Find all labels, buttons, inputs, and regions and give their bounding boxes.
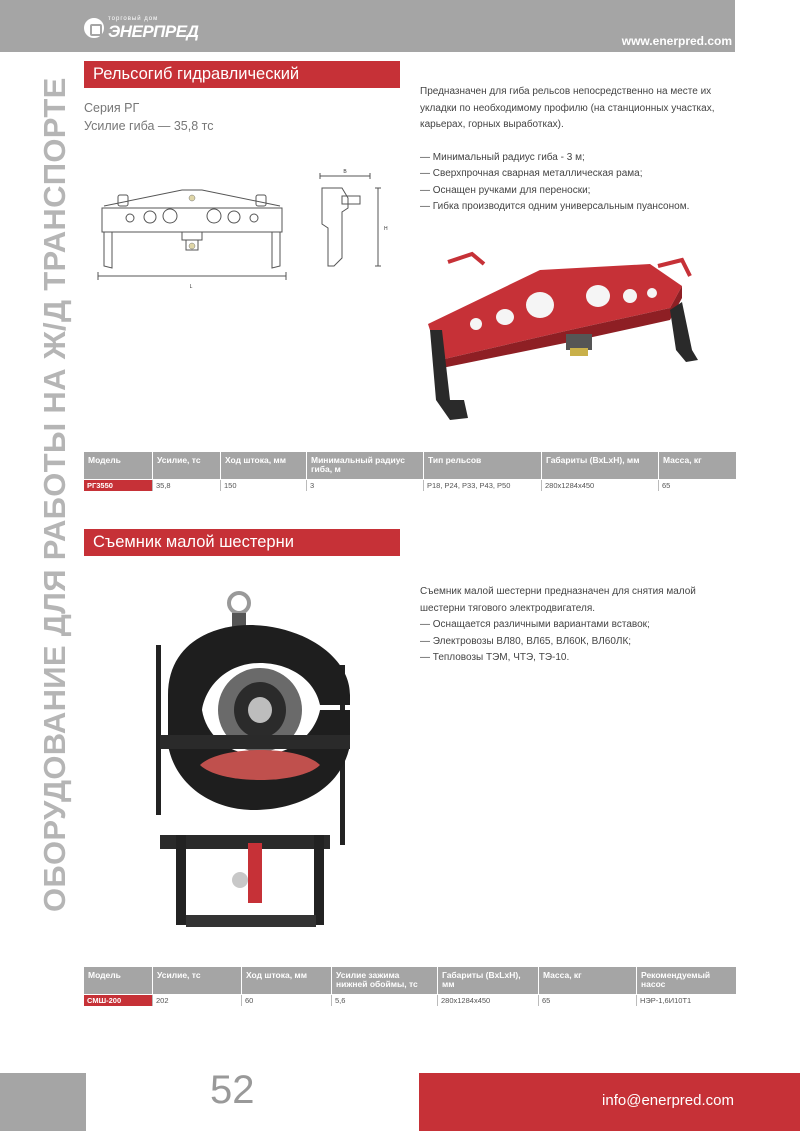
col-header: Рекомендуемый насос: [636, 967, 736, 994]
website-link[interactable]: www.enerpred.com: [621, 34, 732, 48]
col-header: Модель: [88, 455, 121, 465]
footer-left-block: [0, 1073, 86, 1131]
section-side-title: ОБОРУДОВАНИЕ ДЛЯ РАБОТЫ НА Ж/Д ТРАНСПОРТЕ: [37, 77, 72, 912]
desc-line: — Гибка производится одним универсальным пуансоном.: [420, 201, 690, 212]
logo-tagline: торговый дом: [108, 16, 159, 22]
desc-line: Съемник малой шестерни предназначен для снятия малой шестерни тягового электродвигателя.: [420, 586, 696, 614]
col-header: Масса, кг: [538, 967, 636, 994]
table-cell: 65: [538, 995, 636, 1006]
drawing-width-label: B: [343, 169, 347, 175]
rail-bender-drawing: [92, 168, 392, 288]
product1-table-row: [84, 480, 736, 491]
drawing-length-label: L: [189, 284, 193, 288]
product1-series: Серия РГ: [84, 101, 140, 115]
col-header: Минимальный радиус гиба, м: [306, 452, 423, 479]
desc-line: — Оснащен ручками для переноски;: [420, 184, 591, 196]
enerpred-logo[interactable]: [84, 16, 204, 44]
col-header: Ход штока, мм: [241, 967, 331, 994]
product1-force: Усилие гиба — 35,8 тс: [84, 119, 214, 133]
table-cell: 280x1284x450: [541, 480, 658, 491]
col-header: Усилие, тс: [152, 452, 220, 479]
product1-description: [420, 84, 730, 216]
desc-line: Предназначен для гиба рельсов непосредственно на месте их укладки по необходимому профилю (на станционных участках, карьерах, горных выработках).: [420, 86, 715, 130]
logo-emblem-icon: [84, 18, 104, 38]
desc-spacer: [420, 134, 730, 150]
table-cell: 5,6: [331, 995, 437, 1006]
col-header: Габариты (BxLxH), мм: [541, 452, 658, 479]
cell-model: СМШ-200: [84, 995, 152, 1006]
product2-table-row: [84, 995, 736, 1006]
desc-line: — Сверхпрочная сварная металлическая рама;: [420, 168, 643, 179]
col-header: Модель: [88, 970, 121, 980]
col-header: Ход штока, мм: [220, 452, 306, 479]
cell-model: РГ3550: [84, 480, 152, 491]
table-cell: 65: [658, 480, 736, 491]
table-cell: НЭР-1,6И10Т1: [636, 995, 736, 1006]
page-number: 52: [210, 1068, 255, 1112]
product1-table-header: [84, 452, 736, 479]
desc-line: — Оснащается различными вариантами вставок;: [420, 619, 650, 630]
email-link[interactable]: info@enerpred.com: [602, 1092, 734, 1109]
product1-title: Рельсогиб гидравлический: [84, 61, 400, 88]
table-cell: 3: [306, 480, 423, 491]
rail-bender-photo: [420, 250, 720, 430]
desc-line: — Электровозы ВЛ80, ВЛ65, ВЛ60К, ВЛ60ЛК;: [420, 635, 632, 647]
product2-table-header: [84, 967, 736, 994]
desc-line: — Тепловозы ТЭМ, ЧТЭ, ТЭ-10.: [420, 652, 570, 663]
table-cell: Р18, Р24, Р33, Р43, Р50: [423, 480, 541, 491]
col-header: Габариты (BxLxH), мм: [437, 967, 538, 994]
logo-name: ЭНЕРПРЕД: [108, 22, 199, 41]
col-header: Масса, кг: [658, 452, 736, 479]
table-cell: 202: [152, 995, 241, 1006]
col-header: Усилие зажима нижней обоймы, тс: [331, 967, 437, 994]
table-cell: 60: [241, 995, 331, 1006]
col-header: Усилие, тс: [152, 967, 241, 994]
drawing-height-label: H: [384, 226, 388, 232]
table-cell: 35,8: [152, 480, 220, 491]
product2-description: [420, 584, 730, 667]
table-cell: 150: [220, 480, 306, 491]
desc-line: — Минимальный радиус гиба - 3 м;: [420, 151, 585, 163]
gear-puller-photo: [150, 585, 370, 945]
product2-title: Съемник малой шестерни: [84, 529, 400, 556]
col-header: Тип рельсов: [423, 452, 541, 479]
table-cell: 280x1284x450: [437, 995, 538, 1006]
